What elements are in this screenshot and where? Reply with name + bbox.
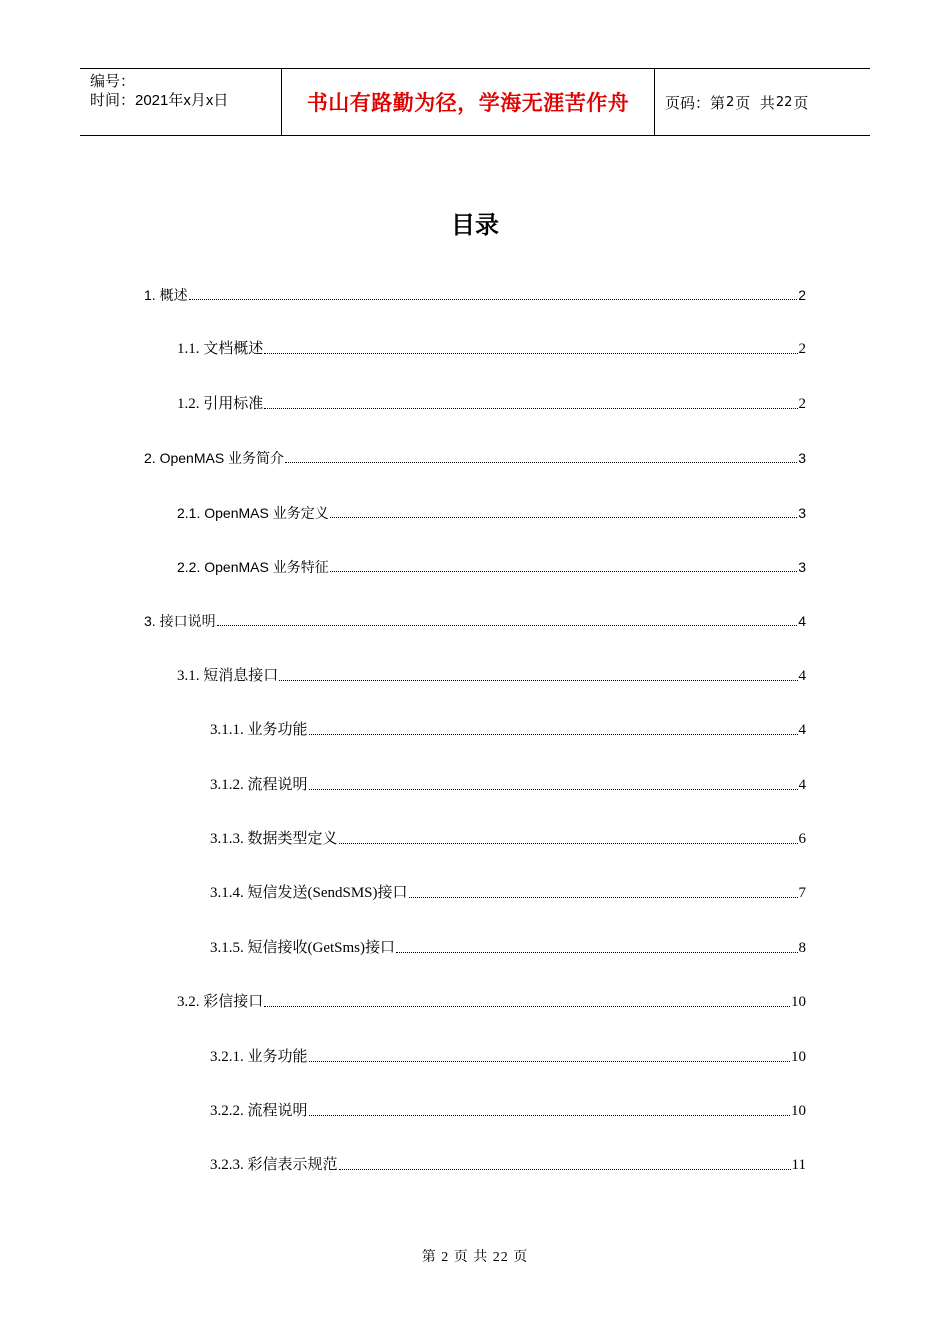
toc-entry-title: 2.2. OpenMAS 业务特征 [177,559,329,575]
toc-entry[interactable] [177,661,806,685]
toc-leader-dots [309,789,798,790]
toc-entry-page: 2 [798,287,806,303]
toc-entry-page: 10 [791,1103,806,1119]
toc-entry-page: 11 [791,1157,806,1174]
toc-entry-page: 6 [798,831,806,847]
toc-leader-dots [339,843,798,844]
toc-leader-dots [309,1115,790,1116]
toc-entry[interactable] [177,552,806,576]
toc-entry[interactable] [144,443,806,467]
document-time-label: 时间：2021年x月x日 [90,92,229,109]
toc-entry-title: 3.1. 短消息接口 [177,667,279,684]
toc-entry-title: 3. 接口说明 [144,613,216,630]
toc-entry[interactable] [144,280,806,304]
toc-entry-title: 3.1.2. 流程说明 [210,776,308,793]
toc-entry-page: 3 [798,559,806,575]
toc-entry[interactable] [177,389,806,413]
toc-leader-dots [285,462,797,463]
toc-entry[interactable] [210,715,806,739]
toc-entry[interactable] [177,498,806,522]
page-total: 22 [775,94,793,110]
toc-leader-dots [189,299,798,300]
toc-entry-title: 3.2.3. 彩信表示规范 [210,1157,338,1174]
page-prefix: 页码：第 [665,93,726,112]
toc-entry[interactable] [210,1150,806,1174]
toc-entry-page: 4 [798,776,806,793]
toc-leader-dots [339,1169,791,1170]
toc-entry-page: 4 [798,667,806,684]
toc-entry-page: 10 [791,994,806,1011]
toc-entry[interactable] [144,606,806,630]
page-suffix: 页 [793,93,809,112]
page-title: 目录 [451,211,499,239]
toc-entry-page: 3 [798,504,806,521]
page-mid: 页 共 [735,93,775,112]
header-motto: 书山有路勤为径，学海无涯苦作舟 [282,69,655,135]
page-header [80,68,870,136]
toc-leader-dots [409,897,798,898]
toc-entry[interactable] [177,334,806,358]
toc-entry-title: 1.2. 引用标准 [177,395,264,412]
toc-entry[interactable] [210,1096,806,1120]
toc-entry-title: 3.2. 彩信接口 [177,994,264,1011]
toc-entry-page: 7 [798,885,806,902]
toc-leader-dots [217,625,798,626]
toc-entry-page: 2 [798,395,806,412]
toc-entry-page: 4 [798,613,806,630]
toc-entry-title: 3.1.3. 数据类型定义 [210,831,338,847]
toc-leader-dots [264,353,797,354]
toc-entry-page: 3 [798,450,806,467]
toc-leader-dots [330,571,797,572]
toc-entry-title: 3.2.1. 业务功能 [210,1048,308,1065]
toc-entry-title: 2. OpenMAS 业务简介 [144,450,285,467]
toc-leader-dots [309,734,798,735]
toc-entry-title: 3.1.1. 业务功能 [210,722,308,739]
toc-entry[interactable] [177,987,806,1011]
toc-entry[interactable] [210,770,806,794]
toc-entry-title: 1.1. 文档概述 [177,341,264,358]
toc-entry[interactable] [210,878,806,902]
document-number-label: 编号： [90,73,136,90]
toc-leader-dots [279,680,797,681]
header-meta [80,69,282,135]
toc-leader-dots [330,517,797,518]
toc-entry-page: 10 [791,1048,806,1065]
toc-entry-title: 2.1. OpenMAS 业务定义 [177,504,329,521]
toc-leader-dots [396,952,798,953]
toc-entry[interactable] [210,824,806,848]
toc-entry[interactable] [210,1042,806,1066]
toc-entry[interactable] [210,933,806,957]
page-footer: 第 2 页 共 22 页 [421,1250,529,1265]
toc-entry-title: 3.2.2. 流程说明 [210,1103,308,1119]
toc-leader-dots [264,408,797,409]
toc-leader-dots [309,1061,790,1062]
toc-entry-title: 3.1.5. 短信接收(GetSms)接口 [210,939,395,956]
toc-entry-page: 2 [798,341,806,358]
toc-entry-title: 3.1.4. 短信发送(SendSMS)接口 [210,885,408,902]
toc-leader-dots [264,1006,790,1007]
toc-entry-title: 1. 概述 [144,287,188,303]
toc-entry-page: 8 [798,939,806,956]
header-page-info [655,69,870,135]
toc-entry-page: 4 [798,722,806,739]
page-current: 2 [726,94,735,110]
